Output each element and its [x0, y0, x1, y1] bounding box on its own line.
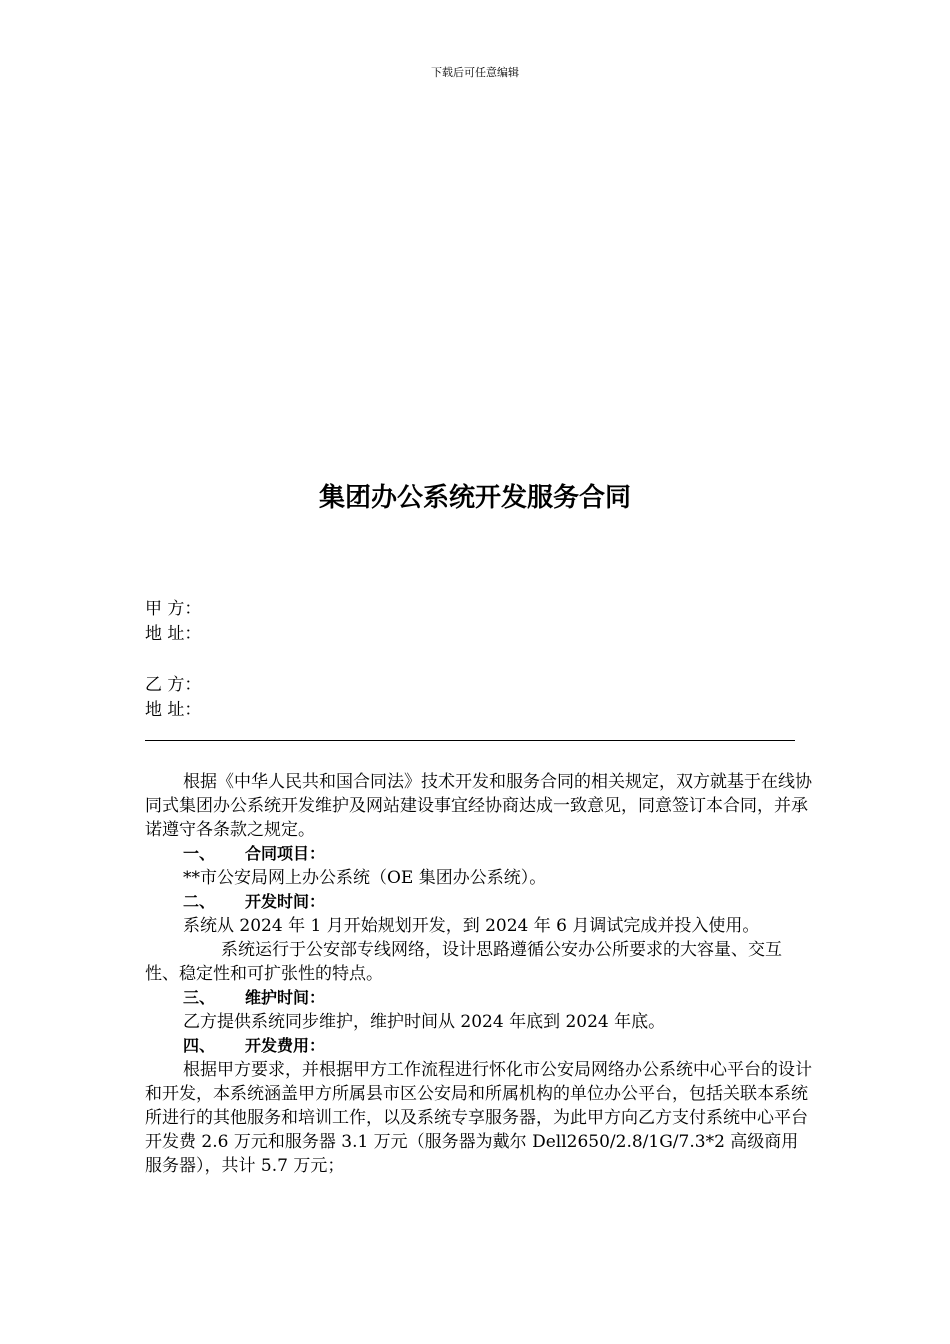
section-title: 合同项目：: [245, 844, 326, 863]
preamble-paragraph: 根据《中华人民共和国合同法》技术开发和服务合同的相关规定，双方就基于在线协同式集团办公系统开发维护及网站建设事宜经协商达成一致意见，同意签订本合同，并承诺遵守各条款之规定。: [145, 772, 812, 840]
section-paragraph: 系统从 2024 年 1 月开始规划开发，到 2024 年 6 月调试完成并投入使用。: [183, 916, 760, 936]
section-number: 三、: [183, 988, 216, 1007]
party-spacer: [145, 647, 201, 673]
section-heading: [183, 1034, 813, 1058]
section-1: [145, 842, 813, 890]
party-b-address-label: 地 址：: [145, 700, 202, 720]
section-paragraph: 系统运行于公安部专线网络，设计思路遵循公安办公所要求的大容量、交互性、稳定性和可扩张性的特点。: [145, 940, 782, 984]
section-number: 二、: [183, 892, 216, 911]
section-heading: [183, 986, 813, 1010]
header-note: 下载后可任意编辑: [431, 66, 519, 79]
section-title: 开发费用：: [245, 1036, 326, 1055]
section-paragraph: 根据甲方要求，并根据甲方工作流程进行怀化市公安局网络办公系统中心平台的设计和开发，本系统涵盖甲方所属县市区公安局和所属机构的单位办公平台，包括关联本系统所进行的其他服务和培训工作，以及系统专享服务器，为此甲方向乙方支付系统中心平台开发费 2.6 万元和服务器 3.1 万元（服务器为戴尔 Dell2650/2.8/1G/7.3*2 高级商用服务器），共计 5.7 万元；: [145, 1060, 812, 1176]
section-4: [145, 1034, 813, 1178]
section-2: [145, 890, 813, 986]
party-b-label: 乙 方：: [145, 675, 202, 695]
divider-line: [145, 740, 795, 741]
section-heading: [183, 842, 813, 866]
section-title: 开发时间：: [245, 892, 326, 911]
party-a-address-label: 地 址：: [145, 624, 202, 644]
section-number: 四、: [183, 1036, 216, 1055]
page-title: 集团办公系统开发服务合同: [318, 483, 631, 513]
section-title: 维护时间：: [245, 988, 326, 1007]
contract-body: [145, 770, 813, 1178]
parties-block: [145, 597, 201, 723]
section-paragraph: 乙方提供系统同步维护，维护时间从 2024 年底到 2024 年底。: [183, 1012, 666, 1032]
section-heading: [183, 890, 813, 914]
section-paragraph: **市公安局网上办公系统（OE 集团办公系统）。: [183, 868, 547, 888]
section-3: [145, 986, 813, 1034]
party-a-label: 甲 方：: [145, 599, 202, 619]
section-number: 一、: [183, 844, 216, 863]
